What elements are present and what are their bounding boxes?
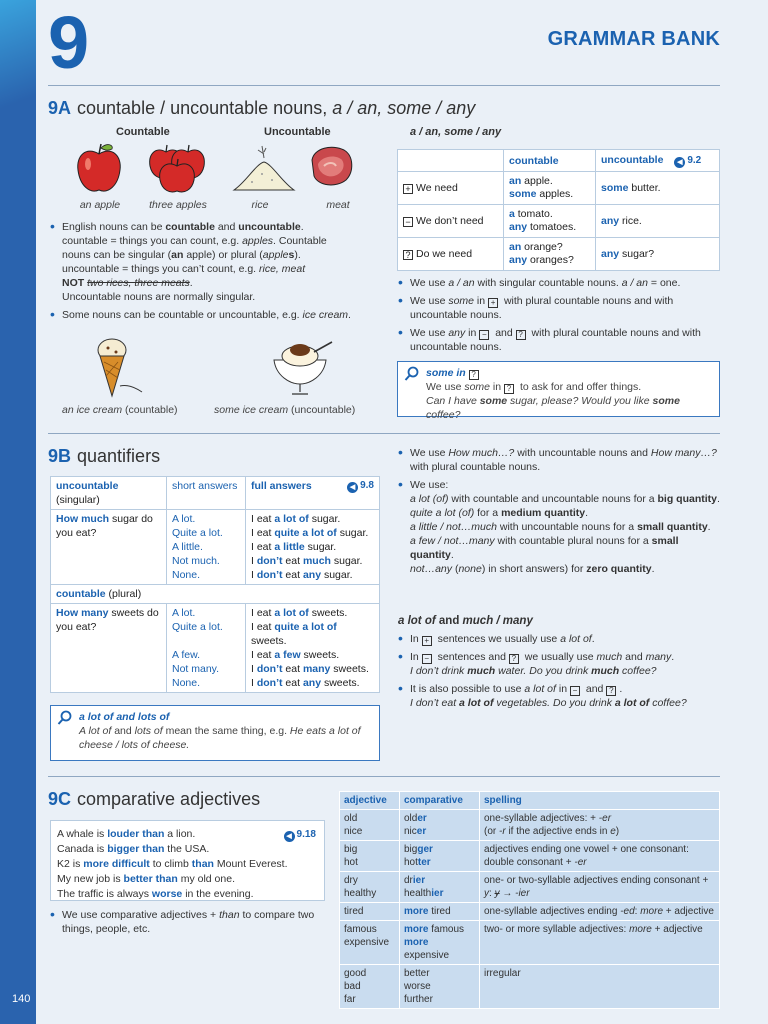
plus-icon: +	[422, 636, 432, 646]
table-row: How many sweets do you eat? A lot. Quite a lot. A few. Not many. None. I eat a lot of sweets. I eat quite a lot of sweets. I eat a few sweets. I don’t eat many sweets. I don’t eat any sweets.	[51, 604, 380, 693]
a-an-some-any-heading: a / an, some / any	[410, 126, 502, 138]
table-row: old nice older nicer one-syllable adjectives: + -er (or -r if the adjective ends in e)	[340, 810, 720, 841]
note-some-in-questions: some in ? We use some in ? to ask for and offer things. Can I have some sugar, please? Would you like some coffee?	[397, 361, 720, 417]
audio-9-2[interactable]: ◀ 9.2	[674, 155, 701, 166]
header-rule	[48, 85, 720, 86]
a-an-some-any-rules: • We use a / an with singular countable nouns. a / an = one. • We use some in + with plural countable nouns and with uncountable nouns. • We use any in − and ? with plural countable nouns and with uncountable nouns.	[398, 276, 720, 358]
table-row: How much sugar do you eat? A lot. Quite a lot. A little. Not much. None. I eat a lot of sugar. I eat quite a lot of sugar. I eat a little sugar. I don’t eat much sugar. I don’t eat any sugar.	[51, 510, 380, 585]
speaker-icon: ◀	[674, 157, 685, 168]
table-row: famous expensive more famous more expensive two- or more syllable adjectives: more + adjective	[340, 921, 720, 965]
uncountable-heading: Uncountable	[264, 126, 331, 138]
comparative-rule: • We use comparative adjectives + than to compare two things, people, etc.	[50, 908, 335, 940]
comparative-examples-box: ◀ 9.18 A whale is louder than a lion. Canada is bigger than the USA. K2 is more difficult to climb than Mount Everest. My new job is better than my old one. The traffic is always worse in the evening.	[50, 820, 325, 901]
section-rule-9b	[48, 433, 720, 434]
sidebar-decoration	[0, 0, 36, 115]
bullet-ice-cream: • Some nouns can be countable or uncountable, e.g. ice cream.	[50, 308, 380, 322]
unit-number: 9	[48, 1, 87, 84]
comparative-table: adjective comparative spelling old nice older nicer one-syllable adjectives: + -er (or -r if the adjective ends in e) big hot bigger hotter adjectives ending one vowel + one consonant: double consonant + -er dry healthy drier healthier one- or two-syllable adjectives ending consonant + y: y → -ier tired more tired one-syllable adjectives ending -ed: more + adjective famous expensive more famous more expensive two- or more syllable adjectives: more + adjective good bad far better worse further irregular	[339, 791, 720, 1009]
table-row: ? Do we need an orange? any oranges? any sugar?	[398, 238, 720, 271]
bullet-countable-uncountable: • English nouns can be countable and uncountable. countable = things you can count, e.g. apples. Countable nouns can be singular (an apple) or plural (apples). uncountable = things you can’t count, e.g. rice, meat NOT two rices, three meats. Uncountable nouns are normally singular.	[50, 220, 380, 304]
ice-cream-cone-icon	[90, 336, 150, 400]
table-corner	[398, 150, 504, 172]
a-an-some-any-table	[397, 149, 720, 271]
minus-icon: −	[422, 654, 432, 664]
section-9a-bullets	[50, 220, 380, 326]
quantifiers-table: uncountable (singular) short answers full answers ◀ 9.8 How much sugar do you eat? A lot. Quite a lot. A little. Not much. None. I eat a lot of sugar. I eat quite a lot of sugar. I eat a little sugar. I don’t eat much sugar. I don’t eat any sugar. countable (plural) How many sweets do you eat? A lot. Quite a lot. A few. Not many. None. I eat a lot of sweets. I eat quite a lot of sweets. I eat a few sweets. I don’t eat many sweets. I don’t eat any sweets.	[50, 476, 380, 693]
question-icon: ?	[403, 250, 413, 260]
page-sidebar	[0, 0, 36, 1024]
quantifiers-rules: • We use How much…? with uncountable nouns and How many…? with plural countable nouns. • We use: a lot (of) with countable and uncountable nouns for a big quantity. quite a lot (of) for a medium quantity. a little / not…much with uncountable nouns for a small quantity. a few / not…many with countable plural nouns for a small quantity. not…any (none) in short answers) for zero quantity.	[398, 446, 720, 576]
ice-cream-bowl-icon	[268, 340, 338, 398]
audio-9-8[interactable]: ◀ 9.8	[347, 479, 374, 493]
minus-icon: −	[570, 686, 580, 696]
section-9c-title: 9C comparative adjectives	[48, 789, 261, 809]
countable-heading: Countable	[116, 126, 170, 138]
section-9b-title: 9B quantifiers	[48, 446, 161, 466]
minus-icon: −	[403, 217, 413, 227]
caption-rice: rice	[251, 199, 269, 211]
table-row: dry healthy drier healthier one- or two-syllable adjectives ending consonant + y: y → -ier	[340, 872, 720, 903]
page-number: 140	[12, 993, 31, 1005]
much-many-rules: • In + sentences we usually use a lot of. • In − sentences and ? we usually use much and many. I don’t drink much water. Do you drink much coffee? • It is also possible to use a lot of in − and ? . I don’t eat a lot of vegetables. Do you drink a lot of coffee?	[398, 632, 720, 714]
question-icon: ?	[516, 330, 526, 340]
table-row: big hot bigger hotter adjectives ending one vowel + one consonant: double consonant + -er	[340, 841, 720, 872]
col-uncountable: uncountable ◀ 9.2	[596, 150, 720, 172]
speaker-icon: ◀	[347, 482, 358, 493]
section-rule-9c	[48, 776, 720, 777]
note-a-lot-of: a lot of and lots of A lot of and lots of mean the same thing, e.g. He eats a lot of cheese / lots of cheese.	[50, 705, 380, 761]
three-apples-icon	[146, 142, 208, 196]
caption-meat: meat	[326, 199, 350, 211]
table-row: + We need an apple. some apples. some butter.	[398, 172, 720, 205]
question-icon: ?	[504, 384, 514, 394]
grammar-bank-title: GRAMMAR BANK	[547, 28, 720, 50]
table-row: − We don’t need a tomato. any tomatoes. any rice.	[398, 205, 720, 238]
plus-icon: +	[403, 184, 413, 194]
audio-9-18[interactable]: ◀ 9.18	[284, 827, 316, 842]
caption-an-ice-cream: an ice cream (countable)	[62, 404, 178, 416]
rice-icon	[232, 142, 296, 196]
table-row: tired more tired one-syllable adjectives ending -ed: more + adjective	[340, 903, 720, 921]
question-icon: ?	[509, 654, 519, 664]
magnifier-icon	[57, 710, 73, 726]
apple-icon	[74, 142, 124, 196]
question-icon: ?	[469, 370, 479, 380]
meat-icon	[308, 142, 354, 190]
plus-icon: +	[488, 298, 498, 308]
a-lot-of-much-many-heading: a lot of and much / many	[398, 615, 533, 627]
table-row: good bad far better worse further irregular	[340, 965, 720, 1009]
section-9a-title: 9A countable / uncountable nouns, a / an, some / any	[48, 98, 476, 118]
caption-some-ice-cream: some ice cream (uncountable)	[214, 404, 356, 416]
col-countable: countable	[504, 150, 596, 172]
caption-an-apple: an apple	[79, 199, 121, 211]
speaker-icon: ◀	[284, 831, 295, 842]
minus-icon: −	[479, 330, 489, 340]
question-icon: ?	[606, 686, 616, 696]
magnifier-icon	[404, 366, 420, 382]
caption-three-apples: three apples	[149, 199, 207, 211]
